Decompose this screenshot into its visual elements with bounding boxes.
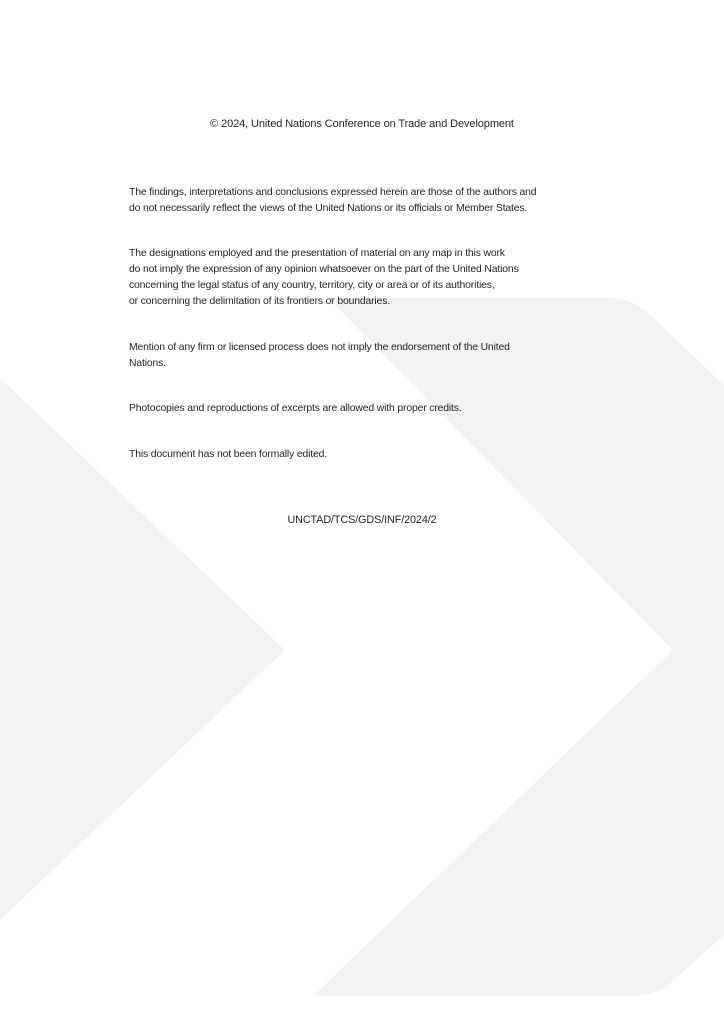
disclaimer-views-line: The findings, interpretations and conclusions expressed herein are those of the authors and [129,187,537,198]
disclaimer-views-line: do not necessarily reflect the views of the United Nations or its officials or Member States. [129,203,528,214]
editing-note [129,447,599,463]
photocopies-note [129,401,599,417]
disclaimer-endorsement-line: Nations. [129,358,166,369]
disclaimer-designations-line: concerning the legal status of any country, territory, city or area or of its authorities, [129,280,495,291]
disclaimer-endorsement-line: Mention of any firm or licensed process does not imply the endorsement of the United [129,342,510,353]
disclaimer-designations-line: The designations employed and the presentation of material on any map in this work [129,248,505,259]
disclaimer-endorsement [129,340,599,372]
copyright-notice: © 2024, United Nations Conference on Trade and Development [210,118,514,130]
editing-note-text: This document has not been formally edited. [129,449,328,460]
photocopies-note-text: Photocopies and reproductions of excerpts are allowed with proper credits. [129,403,462,414]
disclaimer-designations-line: do not imply the expression of any opinion whatsoever on the part of the United Nations [129,264,519,275]
disclaimer-designations [129,246,599,310]
disclaimer-designations-line: or concerning the delimitation of its frontiers or boundaries. [129,296,390,307]
document-symbol: UNCTAD/TCS/GDS/INF/2024/2 [287,514,437,526]
disclaimer-views [129,185,599,217]
